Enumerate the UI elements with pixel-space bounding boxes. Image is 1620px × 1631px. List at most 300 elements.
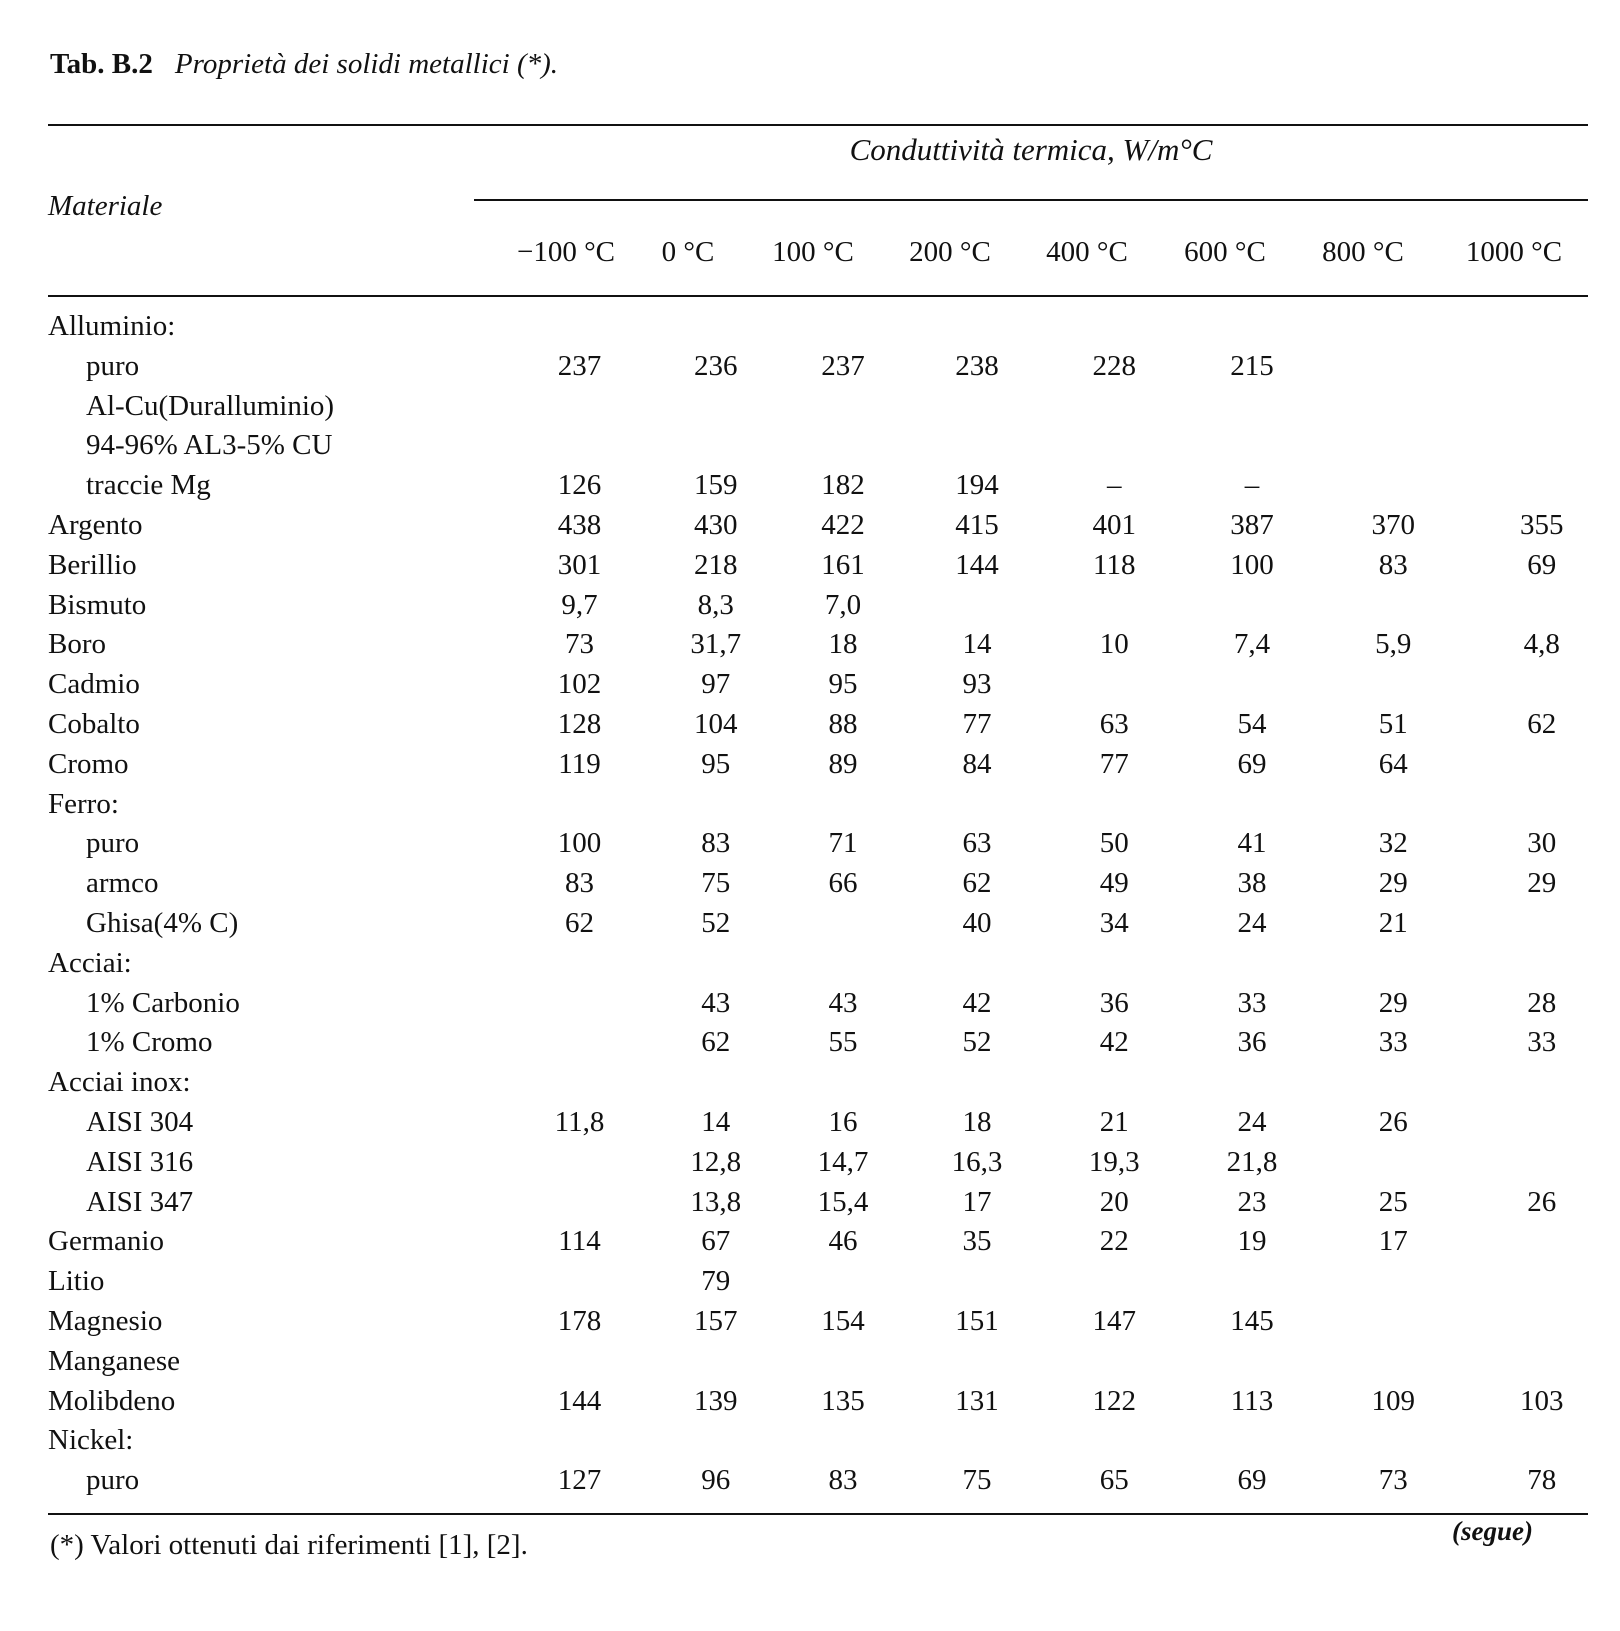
material-name: Acciai:	[48, 946, 132, 979]
continued-note: (segue)	[1452, 1516, 1533, 1546]
material-name: traccie Mg	[86, 469, 211, 502]
conductivity-value	[1183, 426, 1321, 466]
conductivity-value: 9,7	[561, 588, 598, 621]
conductivity-value: 35	[962, 1225, 992, 1258]
table-row	[48, 625, 1617, 665]
conductivity-value	[654, 307, 778, 347]
conductivity-value	[1466, 1222, 1617, 1262]
conductivity-value: 83	[1378, 548, 1408, 581]
conductivity-value: 43	[701, 986, 731, 1019]
conductivity-value: 89	[828, 747, 858, 780]
conductivity-value	[1183, 785, 1321, 825]
table-row	[48, 864, 1617, 904]
conductivity-value	[909, 1063, 1046, 1103]
conductivity-value	[1046, 1262, 1184, 1302]
conductivity-value: 79	[701, 1265, 731, 1298]
conductivity-value	[1183, 1262, 1321, 1302]
table-row	[48, 1421, 1617, 1461]
bottom-rule	[48, 1513, 1588, 1515]
conductivity-value	[478, 1262, 654, 1302]
conductivity-value: 228	[1092, 349, 1136, 382]
material-name: Litio	[48, 1265, 105, 1298]
table-row	[48, 1382, 1617, 1422]
conductivity-value	[654, 1421, 778, 1461]
conductivity-value: 20	[1099, 1185, 1129, 1218]
conductivity-value: 10	[1099, 628, 1129, 661]
material-name: 1% Cromo	[86, 1026, 213, 1059]
table-number: Tab. B.2	[50, 48, 153, 80]
conductivity-value: 19,3	[1088, 1145, 1140, 1178]
conductivity-value: 63	[1099, 707, 1129, 740]
conductivity-value: 63	[962, 827, 992, 860]
conductivity-value	[1321, 1143, 1466, 1183]
conductivity-value	[1466, 307, 1617, 347]
conductivity-value	[1466, 1103, 1617, 1143]
conductivity-value	[1046, 387, 1184, 427]
conductivity-value: 154	[821, 1304, 865, 1337]
conductivity-value	[778, 1262, 909, 1302]
conductivity-value	[778, 1342, 909, 1382]
conductivity-value	[654, 426, 778, 466]
conductivity-value: 95	[701, 747, 731, 780]
conductivity-value: 83	[701, 827, 731, 860]
conductivity-value: 21	[1099, 1105, 1129, 1138]
conductivity-value: 21,8	[1226, 1145, 1278, 1178]
conductivity-value: 157	[694, 1304, 738, 1337]
conductivity-value: 151	[955, 1304, 999, 1337]
material-name: Alluminio:	[48, 310, 176, 342]
conductivity-value: 31,7	[690, 628, 742, 661]
conductivity-value: 370	[1371, 508, 1415, 541]
material-name: Bismuto	[48, 588, 147, 621]
conductivity-value: 78	[1527, 1464, 1557, 1497]
conductivity-value: 54	[1237, 707, 1267, 740]
table-row	[48, 904, 1617, 944]
conductivity-value	[1466, 1262, 1617, 1302]
conductivity-value	[478, 1063, 654, 1103]
conductivity-value: 24	[1237, 1105, 1267, 1138]
conductivity-group-header: Conduttività termica, W/m°C	[849, 132, 1213, 167]
conductivity-value	[778, 426, 909, 466]
temperature-header: 400 °C	[1046, 236, 1128, 268]
conductivity-value: 100	[557, 827, 602, 860]
conductivity-value: 88	[828, 707, 858, 740]
table-row	[48, 1262, 1617, 1302]
conductivity-value: 73	[565, 628, 594, 661]
conductivity-value: 34	[1099, 906, 1129, 939]
conductivity-value	[778, 785, 909, 825]
conductivity-value	[1046, 307, 1184, 347]
conductivity-value: 401	[1092, 508, 1136, 541]
conductivity-value	[1466, 904, 1617, 944]
conductivity-value	[1183, 387, 1321, 427]
table-row	[48, 546, 1617, 586]
conductivity-value: 62	[701, 1026, 731, 1059]
conductivity-value: 438	[557, 508, 602, 541]
conductivity-value	[1321, 665, 1466, 705]
conductivity-table	[48, 307, 1617, 1501]
conductivity-value: 16,3	[951, 1145, 1003, 1178]
conductivity-value: 194	[955, 469, 999, 502]
conductivity-value: 128	[557, 707, 602, 740]
material-name: Molibdeno	[48, 1384, 176, 1417]
conductivity-value: 12,8	[690, 1145, 742, 1178]
conductivity-value	[478, 1421, 654, 1461]
material-name: 94-96% AL3-5% CU	[86, 429, 333, 462]
conductivity-value: 49	[1099, 867, 1129, 900]
material-name: Boro	[48, 628, 106, 661]
conductivity-value: 109	[1371, 1384, 1415, 1417]
conductivity-value: 32	[1378, 827, 1408, 860]
conductivity-value	[1183, 307, 1321, 347]
conductivity-value	[1321, 1421, 1466, 1461]
conductivity-value: 14	[701, 1105, 731, 1138]
conductivity-value	[1466, 466, 1617, 506]
conductivity-value: 52	[701, 906, 731, 939]
conductivity-value: 67	[701, 1225, 731, 1258]
conductivity-value	[1046, 1342, 1184, 1382]
temperature-header: 0 °C	[661, 236, 715, 268]
conductivity-value	[1183, 665, 1321, 705]
conductivity-value: 7,0	[824, 588, 862, 621]
conductivity-value: 135	[821, 1384, 865, 1417]
conductivity-value	[1321, 586, 1466, 626]
conductivity-value	[654, 387, 778, 427]
conductivity-value	[1046, 1421, 1184, 1461]
header-bottom-rule	[48, 295, 1588, 297]
material-name: Nickel:	[48, 1424, 134, 1457]
table-row	[48, 785, 1617, 825]
material-name: Berillio	[48, 548, 137, 581]
conductivity-value: 62	[1527, 707, 1557, 740]
conductivity-value	[1046, 665, 1184, 705]
conductivity-value	[909, 586, 1046, 626]
conductivity-value	[778, 307, 909, 347]
table-title: Proprietà dei solidi metallici (*).	[174, 48, 559, 80]
conductivity-value: 159	[694, 469, 738, 502]
material-name: Cadmio	[48, 668, 140, 701]
conductivity-value: 64	[1378, 747, 1408, 780]
table-row	[48, 1183, 1617, 1223]
conductivity-value: 355	[1520, 508, 1564, 541]
conductivity-value	[1466, 665, 1617, 705]
material-name: puro	[86, 827, 140, 860]
conductivity-value: 41	[1237, 827, 1267, 860]
conductivity-value: 29	[1527, 867, 1557, 900]
conductivity-value: 36	[1237, 1026, 1267, 1059]
conductivity-value	[1321, 1262, 1466, 1302]
conductivity-value: 238	[955, 349, 999, 382]
conductivity-value: 104	[694, 707, 738, 740]
group-header-rule	[474, 199, 1588, 201]
material-name: Argento	[48, 508, 143, 541]
material-name: puro	[86, 1464, 140, 1497]
conductivity-value: 113	[1230, 1384, 1274, 1417]
material-name: 1% Carbonio	[86, 986, 240, 1019]
conductivity-value: 96	[701, 1464, 731, 1497]
conductivity-value: 139	[694, 1384, 738, 1417]
conductivity-value	[1321, 466, 1466, 506]
temperature-header: 1000 °C	[1465, 236, 1563, 268]
temperature-header: 600 °C	[1184, 236, 1266, 268]
conductivity-value	[909, 944, 1046, 984]
table-row	[48, 1342, 1617, 1382]
conductivity-value: 69	[1237, 747, 1267, 780]
table-row	[48, 1103, 1617, 1143]
table-row	[48, 665, 1617, 705]
conductivity-value: 33	[1237, 986, 1267, 1019]
material-name: puro	[86, 349, 140, 382]
conductivity-value: 119	[558, 747, 601, 780]
conductivity-value: 422	[821, 508, 865, 541]
table-row	[48, 984, 1617, 1024]
conductivity-value: 17	[962, 1185, 992, 1218]
conductivity-value: 8,3	[697, 588, 734, 621]
footnote: (*) Valori ottenuti dai riferimenti [1], [2].	[50, 1529, 528, 1561]
conductivity-value	[909, 785, 1046, 825]
conductivity-value	[654, 1063, 778, 1103]
conductivity-value	[909, 426, 1046, 466]
conductivity-value: 387	[1230, 508, 1274, 541]
material-name: AISI 304	[86, 1105, 194, 1138]
material-name: armco	[86, 867, 159, 900]
conductivity-value: 75	[701, 867, 731, 900]
table-row	[48, 944, 1617, 984]
conductivity-value	[1466, 1302, 1617, 1342]
table-caption	[50, 48, 558, 81]
conductivity-value	[1321, 1302, 1466, 1342]
conductivity-value: 77	[1099, 747, 1129, 780]
conductivity-value: 51	[1378, 707, 1408, 740]
conductivity-value: 147	[1092, 1304, 1136, 1337]
table-row	[48, 1143, 1617, 1183]
conductivity-value	[1321, 1063, 1466, 1103]
material-name: Cobalto	[48, 707, 140, 740]
material-name: AISI 347	[86, 1185, 194, 1218]
conductivity-value: 43	[828, 986, 858, 1019]
conductivity-value: 69	[1527, 548, 1557, 581]
conductivity-value: 19	[1237, 1225, 1267, 1258]
conductivity-value: 237	[821, 349, 865, 382]
conductivity-value: 25	[1378, 1185, 1408, 1218]
conductivity-value: 131	[955, 1384, 999, 1417]
conductivity-value: 71	[828, 827, 858, 860]
material-name: Ghisa(4% C)	[86, 906, 239, 939]
material-name: AISI 316	[86, 1145, 194, 1178]
conductivity-value: 7,4	[1233, 628, 1271, 661]
conductivity-value	[778, 1063, 909, 1103]
conductivity-value	[909, 1342, 1046, 1382]
material-name: Magnesio	[48, 1304, 163, 1337]
table-row	[48, 1461, 1617, 1501]
material-name: Acciai inox:	[48, 1066, 191, 1099]
conductivity-value: 38	[1237, 867, 1267, 900]
conductivity-value: 178	[557, 1304, 602, 1337]
conductivity-value: 29	[1378, 867, 1408, 900]
conductivity-value: 66	[828, 867, 858, 900]
conductivity-value	[1466, 745, 1617, 785]
conductivity-value	[1466, 1063, 1617, 1103]
conductivity-value	[778, 387, 909, 427]
table-row	[48, 824, 1617, 864]
table-row	[48, 1302, 1617, 1342]
conductivity-value: 14,7	[817, 1145, 869, 1178]
conductivity-value: 30	[1527, 827, 1557, 860]
conductivity-value: 144	[557, 1384, 602, 1417]
conductivity-value	[1183, 1342, 1321, 1382]
table-row	[48, 586, 1617, 626]
conductivity-value	[1183, 944, 1321, 984]
material-column-header: Materiale	[48, 190, 163, 222]
table-row	[48, 387, 1617, 427]
conductivity-value	[1466, 785, 1617, 825]
table-row	[48, 705, 1617, 745]
table-row	[48, 426, 1617, 466]
conductivity-value	[478, 307, 654, 347]
conductivity-value	[478, 1143, 654, 1183]
conductivity-value: 52	[962, 1026, 992, 1059]
conductivity-value: 26	[1378, 1105, 1408, 1138]
material-name: Ferro:	[48, 787, 119, 820]
conductivity-value	[1466, 1342, 1617, 1382]
conductivity-value	[1183, 1063, 1321, 1103]
conductivity-value: 84	[962, 747, 992, 780]
conductivity-value: 55	[828, 1026, 858, 1059]
conductivity-value	[1466, 426, 1617, 466]
conductivity-value: 13,8	[690, 1185, 742, 1218]
conductivity-value: 40	[962, 906, 992, 939]
material-name: Cromo	[48, 747, 129, 780]
conductivity-value	[654, 785, 778, 825]
conductivity-value: 126	[557, 469, 602, 502]
conductivity-value	[654, 944, 778, 984]
temperature-header: 100 °C	[772, 236, 854, 268]
conductivity-value: 77	[962, 707, 992, 740]
conductivity-value	[909, 387, 1046, 427]
conductivity-value: 114	[558, 1225, 601, 1258]
conductivity-value: 18	[828, 628, 858, 661]
conductivity-value	[1183, 586, 1321, 626]
conductivity-value: 236	[694, 349, 738, 382]
conductivity-value	[478, 1342, 654, 1382]
conductivity-value: 14	[962, 628, 992, 661]
material-name: Germanio	[48, 1225, 164, 1258]
table-body	[48, 307, 1617, 1501]
conductivity-value	[478, 984, 654, 1024]
conductivity-value	[1466, 944, 1617, 984]
conductivity-value	[778, 1421, 909, 1461]
conductivity-value: 69	[1237, 1464, 1267, 1497]
conductivity-value	[478, 387, 654, 427]
conductivity-value: 127	[557, 1464, 602, 1497]
table-row	[48, 347, 1617, 387]
conductivity-value: 46	[828, 1225, 858, 1258]
conductivity-value: 18	[962, 1105, 992, 1138]
conductivity-value: 83	[565, 867, 594, 900]
conductivity-value	[1046, 1063, 1184, 1103]
conductivity-value	[1321, 347, 1466, 387]
conductivity-value	[778, 904, 909, 944]
conductivity-value: 5,9	[1375, 628, 1412, 661]
conductivity-value	[1321, 944, 1466, 984]
conductivity-value	[478, 785, 654, 825]
conductivity-value: 75	[962, 1464, 992, 1497]
conductivity-value: 17	[1378, 1225, 1408, 1258]
conductivity-value: 118	[1093, 548, 1136, 581]
conductivity-value	[1321, 307, 1466, 347]
conductivity-value	[1321, 387, 1466, 427]
conductivity-value: 415	[955, 508, 999, 541]
conductivity-value	[1466, 387, 1617, 427]
conductivity-value: 97	[701, 668, 731, 701]
conductivity-value	[478, 944, 654, 984]
conductivity-value	[1466, 1421, 1617, 1461]
conductivity-value: 301	[557, 548, 602, 581]
conductivity-value: –	[1244, 469, 1260, 502]
table-row	[48, 506, 1617, 546]
conductivity-value	[909, 307, 1046, 347]
temperature-header: 200 °C	[909, 236, 991, 268]
conductivity-value	[478, 1183, 654, 1223]
conductivity-value: 23	[1237, 1185, 1267, 1218]
table-row	[48, 1023, 1617, 1063]
conductivity-value: 161	[821, 548, 865, 581]
conductivity-value	[909, 1262, 1046, 1302]
conductivity-value: 21	[1378, 906, 1408, 939]
conductivity-value	[1321, 1342, 1466, 1382]
conductivity-value	[1046, 944, 1184, 984]
conductivity-value: 65	[1099, 1464, 1129, 1497]
conductivity-value: 62	[962, 867, 992, 900]
conductivity-value: 93	[962, 668, 992, 701]
conductivity-value: 237	[557, 349, 602, 382]
conductivity-value: 22	[1099, 1225, 1129, 1258]
conductivity-value: 36	[1099, 986, 1129, 1019]
table-row	[48, 1222, 1617, 1262]
conductivity-value: 29	[1378, 986, 1408, 1019]
conductivity-value	[478, 426, 654, 466]
conductivity-value: 182	[821, 469, 865, 502]
top-rule	[48, 124, 1588, 126]
conductivity-value: 33	[1527, 1026, 1557, 1059]
material-name: Al-Cu(Duralluminio)	[86, 389, 335, 422]
conductivity-value: 42	[1099, 1026, 1129, 1059]
conductivity-value: 83	[828, 1464, 858, 1497]
conductivity-value: –	[1107, 469, 1122, 502]
conductivity-value: 103	[1520, 1384, 1564, 1417]
conductivity-value	[1046, 586, 1184, 626]
conductivity-value: 218	[694, 548, 738, 581]
conductivity-value	[1046, 426, 1184, 466]
table-row	[48, 1063, 1617, 1103]
conductivity-value: 102	[557, 668, 602, 701]
conductivity-value: 215	[1230, 349, 1274, 382]
conductivity-value: 144	[955, 548, 999, 581]
conductivity-value	[654, 1342, 778, 1382]
conductivity-value: 4,8	[1523, 628, 1560, 661]
conductivity-value	[1466, 347, 1617, 387]
conductivity-value: 50	[1099, 827, 1129, 860]
table-row	[48, 466, 1617, 506]
conductivity-value: 15,4	[817, 1185, 869, 1218]
conductivity-value: 24	[1237, 906, 1267, 939]
conductivity-value	[909, 1421, 1046, 1461]
conductivity-value	[1321, 426, 1466, 466]
conductivity-value: 122	[1092, 1384, 1136, 1417]
temperature-header: −100 °C	[516, 236, 616, 268]
conductivity-value: 145	[1230, 1304, 1274, 1337]
conductivity-value: 42	[962, 986, 992, 1019]
